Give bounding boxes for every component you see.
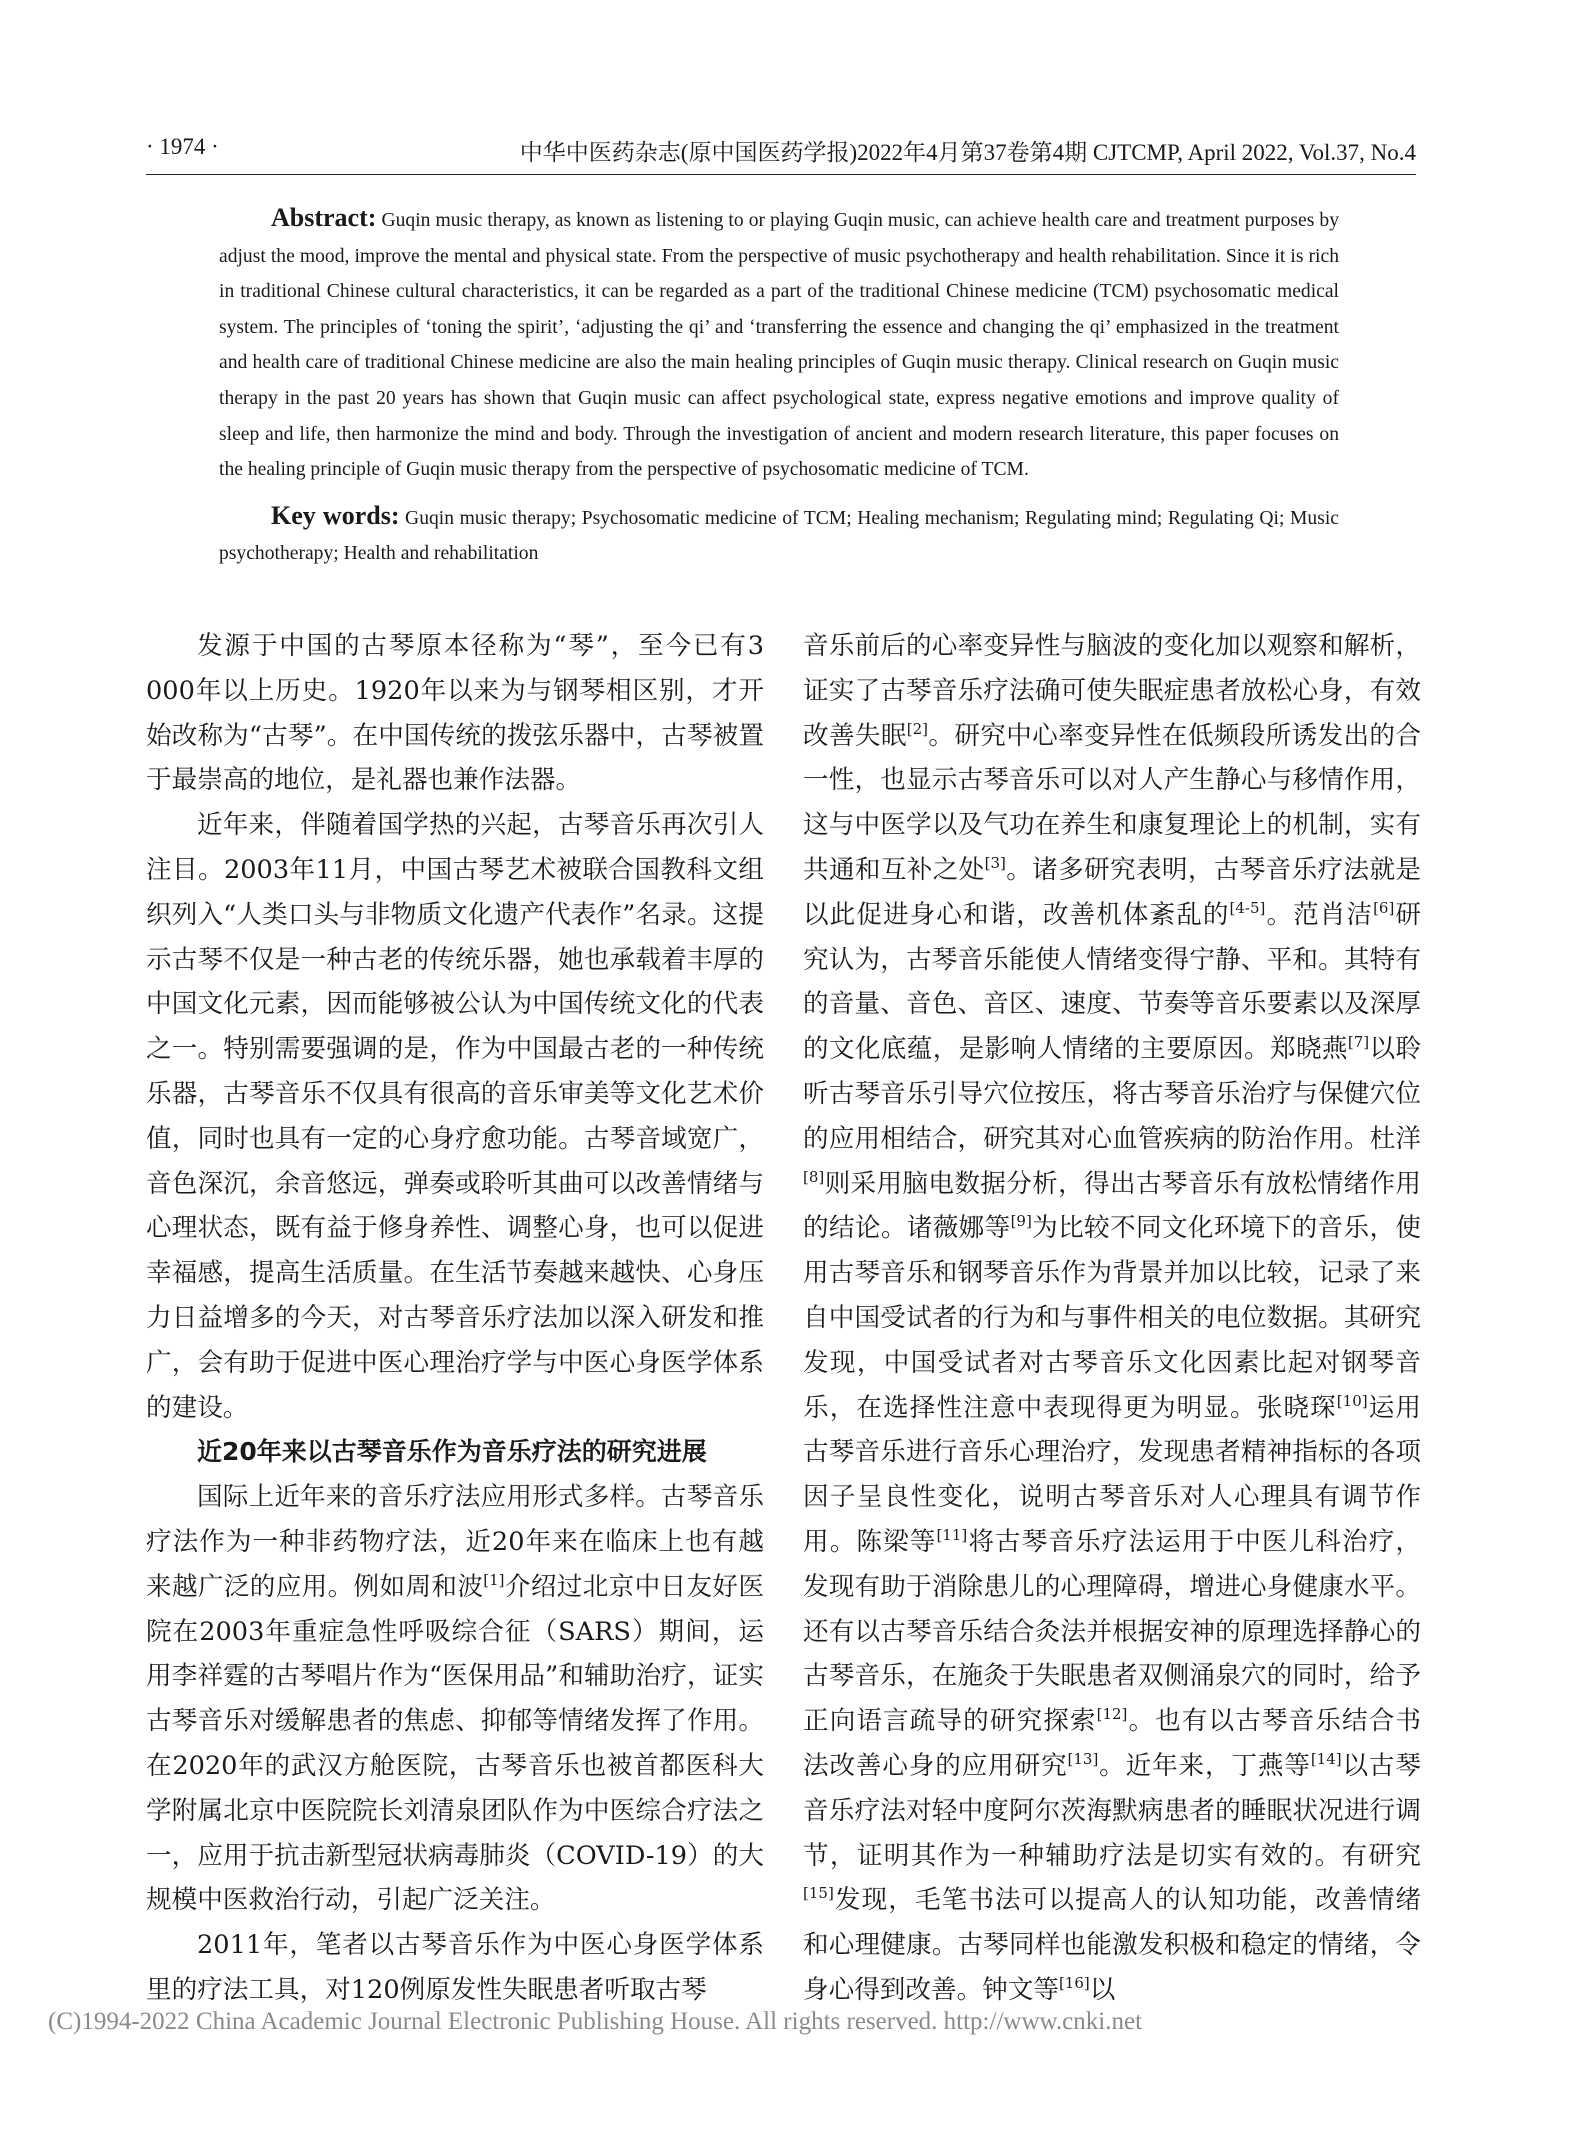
paragraph-text: 。范肖洁 — [1265, 899, 1374, 930]
paragraph-text: 以 — [1089, 1974, 1116, 2005]
paragraph-text: 研究认为，古琴音乐能使人情绪变得宁静、平和。其特有的音量、音色、音区、速度、节奏等音乐要素以及深厚的文化底蕴，是影响人情绪的主要原因。郑晓燕 — [803, 899, 1421, 1065]
abstract-paragraph — [219, 200, 1339, 488]
citation-ref: [10] — [1336, 1391, 1368, 1410]
right-column — [803, 624, 1421, 2013]
journal-citation: 中华中医药杂志(原中国医药学报)2022年4月第37卷第4期 CJTCMP, April 2022, Vol.37, No.4 — [519, 140, 1416, 165]
body-paragraph: 近年来，伴随着国学热的兴起，古琴音乐再次引人注目。2003年11月，中国古琴艺术被联合国教科文组织列入“人类口头与非物质文化遗产代表作”名录。这提示古琴不仅是一种古老的传统乐器，她也承载着丰厚的中国文化元素，因而能够被公认为中国传统文化的代表之一。特别需要强调的是，作为中国最古老的一种传统乐器，古琴音乐不仅具有很高的音乐审美等文化艺术价值，同时也具有一定的心身疗愈功能。古琴音域宽广，音色深沉，余音悠远，弹奏或聆听其曲可以改善情绪与心理状态，既有益于修身养性、调整心身，也可以促进幸福感，提高生活质量。在生活节奏越来越快、心身压力日益增多的今天，对古琴音乐疗法加以深入研发和推广，会有助于促进中医心理治疗学与中医心身医学体系的建设。 — [146, 810, 764, 1423]
page-number: · 1974 · — [146, 134, 219, 159]
citation-ref: [13] — [1067, 1749, 1099, 1768]
body-paragraph-continued — [803, 624, 1421, 2013]
paragraph-text: 。诸多研究表明，古琴音乐疗法就是以此促进身心和谐，改善机体紊乱的 — [803, 854, 1421, 930]
citation-ref: [2] — [906, 719, 929, 738]
paragraph-text: 运用古琴音乐进行音乐心理治疗，发现患者精神指标的各项因子呈良性变化，说明古琴音乐对人心理具有调节作用。陈梁等 — [803, 1392, 1421, 1557]
abstract-label: Abstract: — [271, 203, 377, 232]
paragraph-text: 介绍过北京中日友好医院在2003年重症急性呼吸综合征（SARS）期间，运用李祥霆的古琴唱片作为“医保用品”和辅助治疗，证实古琴音乐对缓解患者的焦虑、抑郁等情绪发挥了作用。在2020年的武汉方舱医院，古琴音乐也被首都医科大学附属北京中医院院长刘清泉团队作为中医综合疗法之一，应用于抗击新型冠状病毒肺炎（COVID-19）的大规模中医救治行动，引起广泛关注。 — [146, 1571, 764, 1916]
left-column — [146, 624, 764, 2013]
paragraph-text: 发现，毛笔书法可以提高人的认知功能，改善情绪和心理健康。古琴同样也能激发积极和稳定的情绪，令身心得到改善。钟文等 — [803, 1885, 1421, 2005]
paragraph-text: 则采用脑电数据分析，得出古琴音乐有放松情绪作用的结论。诸薇娜等 — [803, 1168, 1421, 1244]
citation-ref: [3] — [984, 853, 1006, 872]
citation-ref: [16] — [1058, 1973, 1090, 1992]
paragraph-text: 音乐前后的心率变异性与脑波的变化加以观察和解析，证实了古琴音乐疗法确可使失眠症患者放松心身，有效改善失眠 — [803, 631, 1421, 751]
citation-ref: [14] — [1310, 1749, 1342, 1768]
paragraph-text: 为比较不同文化环境下的音乐，使用古琴音乐和钢琴音乐作为背景并加以比较，记录了来自中国受试者的行为和与事件相关的电位数据。其研究发现，中国受试者对古琴音乐文化因素比起对钢琴音乐，在选择性注意中表现得更为明显。张晓琛 — [803, 1213, 1421, 1423]
paragraph-text: 以古琴音乐疗法对轻中度阿尔茨海默病患者的睡眠状况进行调节，证明其作为一种辅助疗法是切实有效的。有研究 — [803, 1750, 1421, 1871]
abstract-text: Guqin music therapy, as known as listening to or playing Guqin music, can achieve health care and treatment purposes by adjust the mood, improve the mental and physical state. From the perspective of music psychotherapy and health rehabilitation. Since it is rich in traditional Chinese cultural characteristics, it can be regarded as a part of the traditional Chinese medicine (TCM) psychosomatic medical system. The principles of ‘toning the spirit’, ‘adjusting the qi’ and ‘transferring the essence and changing the qi’ emphasized in the treatment and health care of traditional Chinese medicine are also the main healing principles of Guqin music therapy. Clinical research on Guqin music therapy in the past 20 years has shown that Guqin music can affect psychological state, express negative emotions and improve quality of sleep and life, then harmonize the mind and body. Through the investigation of ancient and modern research literature, this paper focuses on the healing principle of Guqin music therapy from the perspective of psychosomatic medicine of TCM. — [219, 210, 1339, 481]
paragraph-text: 国际上近年来的音乐疗法应用形式多样。古琴音乐疗法作为一种非药物疗法，近20年来在临床上也有越来越广泛的应用。例如周和波 — [146, 1482, 764, 1602]
paragraph-text: 。研究中心率变异性在低频段所诱发出的合一性，也显示古琴音乐可以对人产生静心与移情作用，这与中医学以及气功在养生和康复理论上的机制，实有共通和互补之处 — [803, 720, 1421, 885]
section-heading: 近20年来以古琴音乐作为音乐疗法的研究进展 — [197, 1437, 707, 1467]
citation-ref: [8] — [803, 1167, 825, 1186]
keywords-label: Key words: — [271, 500, 400, 530]
body-paragraph — [146, 1475, 764, 1923]
copyright-footer: (C)1994-2022 China Academic Journal Electronic Publishing House. All rights reserved. http://www.cnki.net — [48, 2008, 1143, 2035]
citation-ref: [4-5] — [1229, 898, 1266, 917]
citation-ref: [6] — [1373, 898, 1395, 917]
running-header — [146, 134, 1416, 168]
english-abstract — [219, 200, 1339, 572]
body-paragraph: 发源于中国的古琴原本径称为“琴”，至今已有3 000年以上历史。1920年以来为与钢琴相区别，才开始改称为“古琴”。在中国传统的拨弦乐器中，古琴被置于最崇高的地位，是礼器也兼作法器。 — [146, 631, 764, 796]
citation-ref: [15] — [803, 1884, 834, 1903]
paragraph-text: 。近年来，丁燕等 — [1098, 1750, 1311, 1781]
paragraph-text: 以聆听古琴音乐引导穴位按压，将古琴音乐治疗与保健穴位的应用相结合，研究其对心血管疾病的防治作用。杜洋 — [803, 1034, 1421, 1154]
citation-ref: [7] — [1347, 1033, 1370, 1052]
citation-ref: [1] — [483, 1570, 505, 1589]
header-rule — [146, 174, 1416, 175]
citation-ref: [12] — [1096, 1705, 1128, 1724]
keywords-text: Guqin music therapy; Psychosomatic medicine of TCM; Healing mechanism; Regulating mind; Regulating Qi; Music psychotherapy; Health and rehabilitation — [219, 507, 1339, 565]
keywords-paragraph — [219, 498, 1339, 572]
citation-ref: [9] — [1010, 1212, 1032, 1231]
paragraph-text: 将古琴音乐疗法运用于中医儿科治疗，发现有助于消除患儿的心理障碍，增进心身健康水平。还有以古琴音乐结合灸法并根据安神的原理选择静心的古琴音乐，在施灸于失眠患者双侧涌泉穴的同时，给予正向语言疏导的研究探索 — [803, 1526, 1421, 1737]
body-paragraph: 2011年，笔者以古琴音乐作为中医心身医学体系里的疗法工具，对120例原发性失眠患者听取古琴 — [146, 1930, 764, 2005]
paragraph-text: 。也有以古琴音乐结合书法改善心身的应用研究 — [803, 1706, 1421, 1781]
citation-ref: [11] — [936, 1525, 968, 1544]
